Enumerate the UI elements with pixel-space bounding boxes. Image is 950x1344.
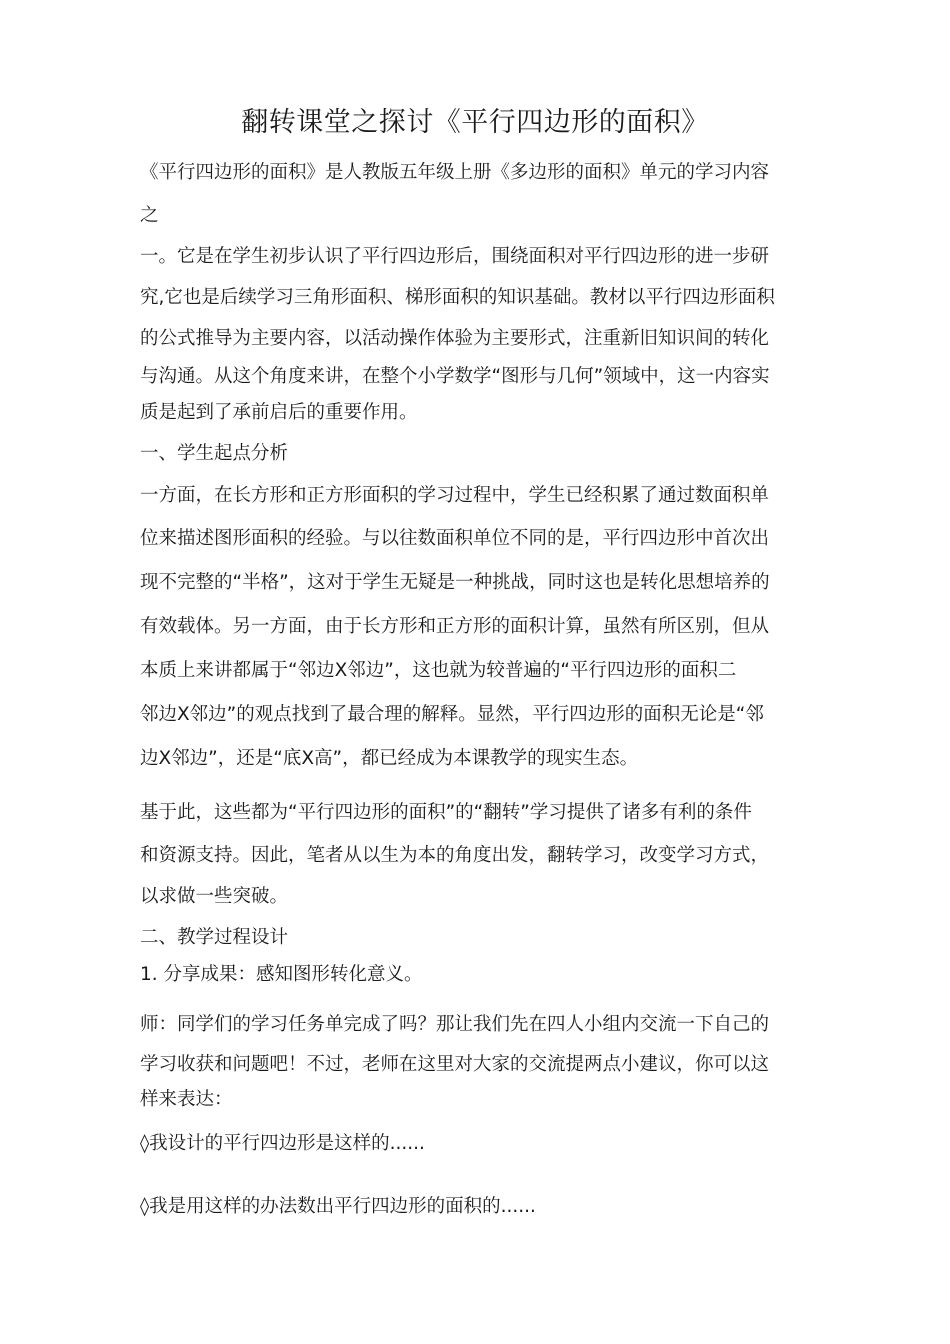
paragraph-line: 之 bbox=[140, 205, 159, 226]
paragraph-line: 样来表达： bbox=[140, 1089, 233, 1110]
section-heading: 二、教学过程设计 bbox=[140, 927, 289, 948]
paragraph-line: 师：同学们的学习任务单完成了吗？那让我们先在四人小组内交流一下自己的 bbox=[140, 1014, 770, 1035]
section-heading: 一、学生起点分析 bbox=[140, 443, 289, 464]
paragraph-line: 一方面，在长方形和正方形面积的学习过程中，学生已经积累了通过数面积单 bbox=[140, 485, 770, 506]
paragraph-line: 学习收获和问题吧！不过，老师在这里对大家的交流提两点小建议，你可以这 bbox=[140, 1054, 770, 1075]
list-item: 1. 分享成果：感知图形转化意义。 bbox=[140, 964, 423, 985]
paragraph-line: 与沟通。从这个角度来讲，在整个小学数学“图形与几何”领域中，这一内容实 bbox=[140, 366, 770, 387]
paragraph-line: 以求做一些突破。 bbox=[140, 886, 289, 907]
paragraph-line: 《平行四边形的面积》是人教版五年级上册《多边形的面积》单元的学习内容 bbox=[140, 162, 770, 183]
paragraph-line: 质是起到了承前启后的重要作用。 bbox=[140, 402, 418, 423]
paragraph-line: 和资源支持。因此，笔者从以生为本的角度出发，翻转学习，改变学习方式， bbox=[140, 845, 770, 866]
document-title: 翻转课堂之探讨《平行四边形的面积》 bbox=[241, 107, 709, 138]
paragraph-line: 有效载体。另一方面，由于长方形和正方形的面积计算，虽然有所区别，但从 bbox=[140, 616, 770, 637]
bullet-item: ◊我是用这样的办法数出平行四边形的面积的...... bbox=[140, 1196, 536, 1217]
paragraph-line: 位来描述图形面积的经验。与以往数面积单位不同的是，平行四边形中首次出 bbox=[140, 528, 770, 549]
paragraph-line: 本质上来讲都属于“邻边X邻边”，这也就为较普遍的“平行四边形的面积二 bbox=[140, 660, 737, 681]
paragraph-line: 的公式推导为主要内容，以活动操作体验为主要形式，注重新旧知识间的转化 bbox=[140, 328, 770, 349]
paragraph-line: 基于此，这些都为“平行四边形的面积”的“翻转”学习提供了诸多有利的条件 bbox=[140, 802, 752, 823]
paragraph-line: 现不完整的“半格”，这对于学生无疑是一种挑战，同时这也是转化思想培养的 bbox=[140, 572, 770, 593]
bullet-item: ◊我设计的平行四边形是这样的...... bbox=[140, 1133, 425, 1154]
paragraph-line: 邻边X邻边”的观点找到了最合理的解释。显然，平行四边形的面积无论是“邻 bbox=[140, 704, 764, 725]
paragraph-line: 边X邻边”，还是“底X高”，都已经成为本课教学的现实生态。 bbox=[140, 748, 639, 769]
paragraph-line: 究,它也是后续学习三角形面积、梯形面积的知识基础。教材以平行四边形面积 bbox=[140, 287, 775, 308]
paragraph-line: 一。它是在学生初步认识了平行四边形后，围绕面积对平行四边形的进一步研 bbox=[140, 246, 770, 267]
